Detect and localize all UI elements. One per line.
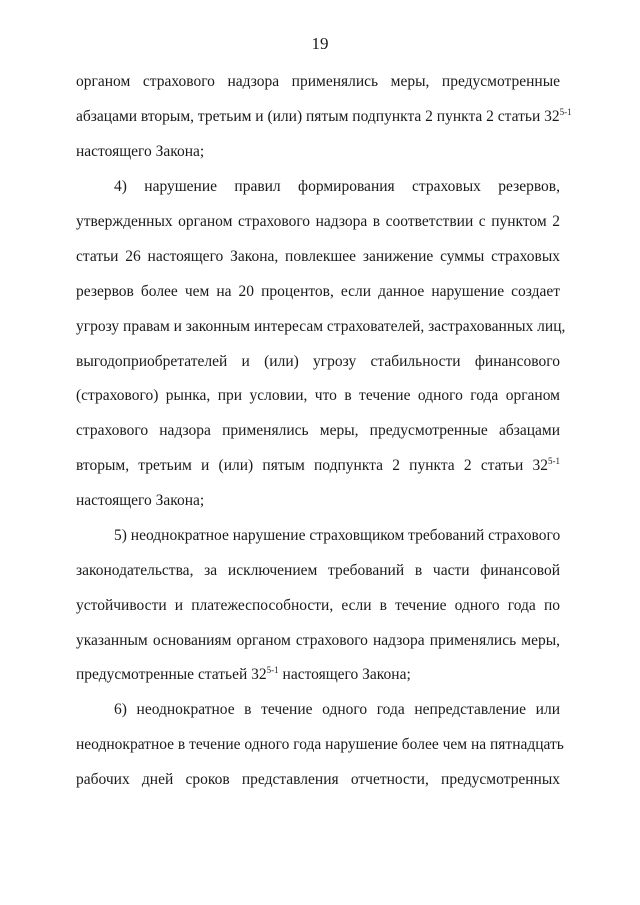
text-line: неоднократное в течение одного года нарушение более чем на пятнадцать bbox=[76, 736, 564, 753]
text-line: страхового надзора применялись меры, предусмотренные абзацами bbox=[76, 422, 560, 439]
text-line: утвержденных органом страхового надзора в соответствии с пунктом 2 bbox=[76, 213, 560, 230]
text-line: предусмотренные статьей 32$^{5-1}$ настоящего Закона; bbox=[76, 665, 411, 683]
text-line: настоящего Закона; bbox=[76, 492, 205, 509]
text-line: (страхового) рынка, при условии, что в течение одного года органом bbox=[76, 387, 560, 404]
page-number: 19 bbox=[311, 34, 329, 53]
text-line: указанным основаниям органом страхового надзора применялись меры, bbox=[76, 632, 560, 649]
text-line: абзацами вторым, третьим и (или) пятым подпункта 2 пункта 2 статьи 32$^{5-1}$ bbox=[76, 107, 572, 125]
text-line: органом страхового надзора применялись меры, предусмотренные bbox=[76, 73, 560, 90]
text-line: законодательства, за исключением требований в части финансовой bbox=[76, 562, 560, 579]
text-line: рабочих дней сроков представления отчетности, предусмотренных bbox=[76, 771, 560, 788]
text-line: 6) неоднократное в течение одного года непредставление или bbox=[114, 701, 560, 718]
text-line: вторым, третьим и (или) пятым подпункта 2 пункта 2 статьи 32$^{5-1}$ bbox=[76, 456, 560, 474]
text-line: выгодоприобретателей и (или) угрозу стабильности финансового bbox=[76, 353, 560, 370]
text-line: 4) нарушение правил формирования страховых резервов, bbox=[114, 178, 560, 195]
text-line: резервов более чем на 20 процентов, если данное нарушение создает bbox=[76, 283, 560, 300]
text-line: настоящего Закона; bbox=[76, 143, 205, 160]
text-line: угрозу правам и законным интересам страхователей, застрахованных лиц, bbox=[76, 318, 566, 335]
text-line: 5) неоднократное нарушение страховщиком требований страхового bbox=[114, 527, 561, 544]
text-line: устойчивости и платежеспособности, если в течение одного года по bbox=[76, 597, 560, 614]
text-line: статьи 26 настоящего Закона, повлекшее занижение суммы страховых bbox=[76, 248, 560, 265]
